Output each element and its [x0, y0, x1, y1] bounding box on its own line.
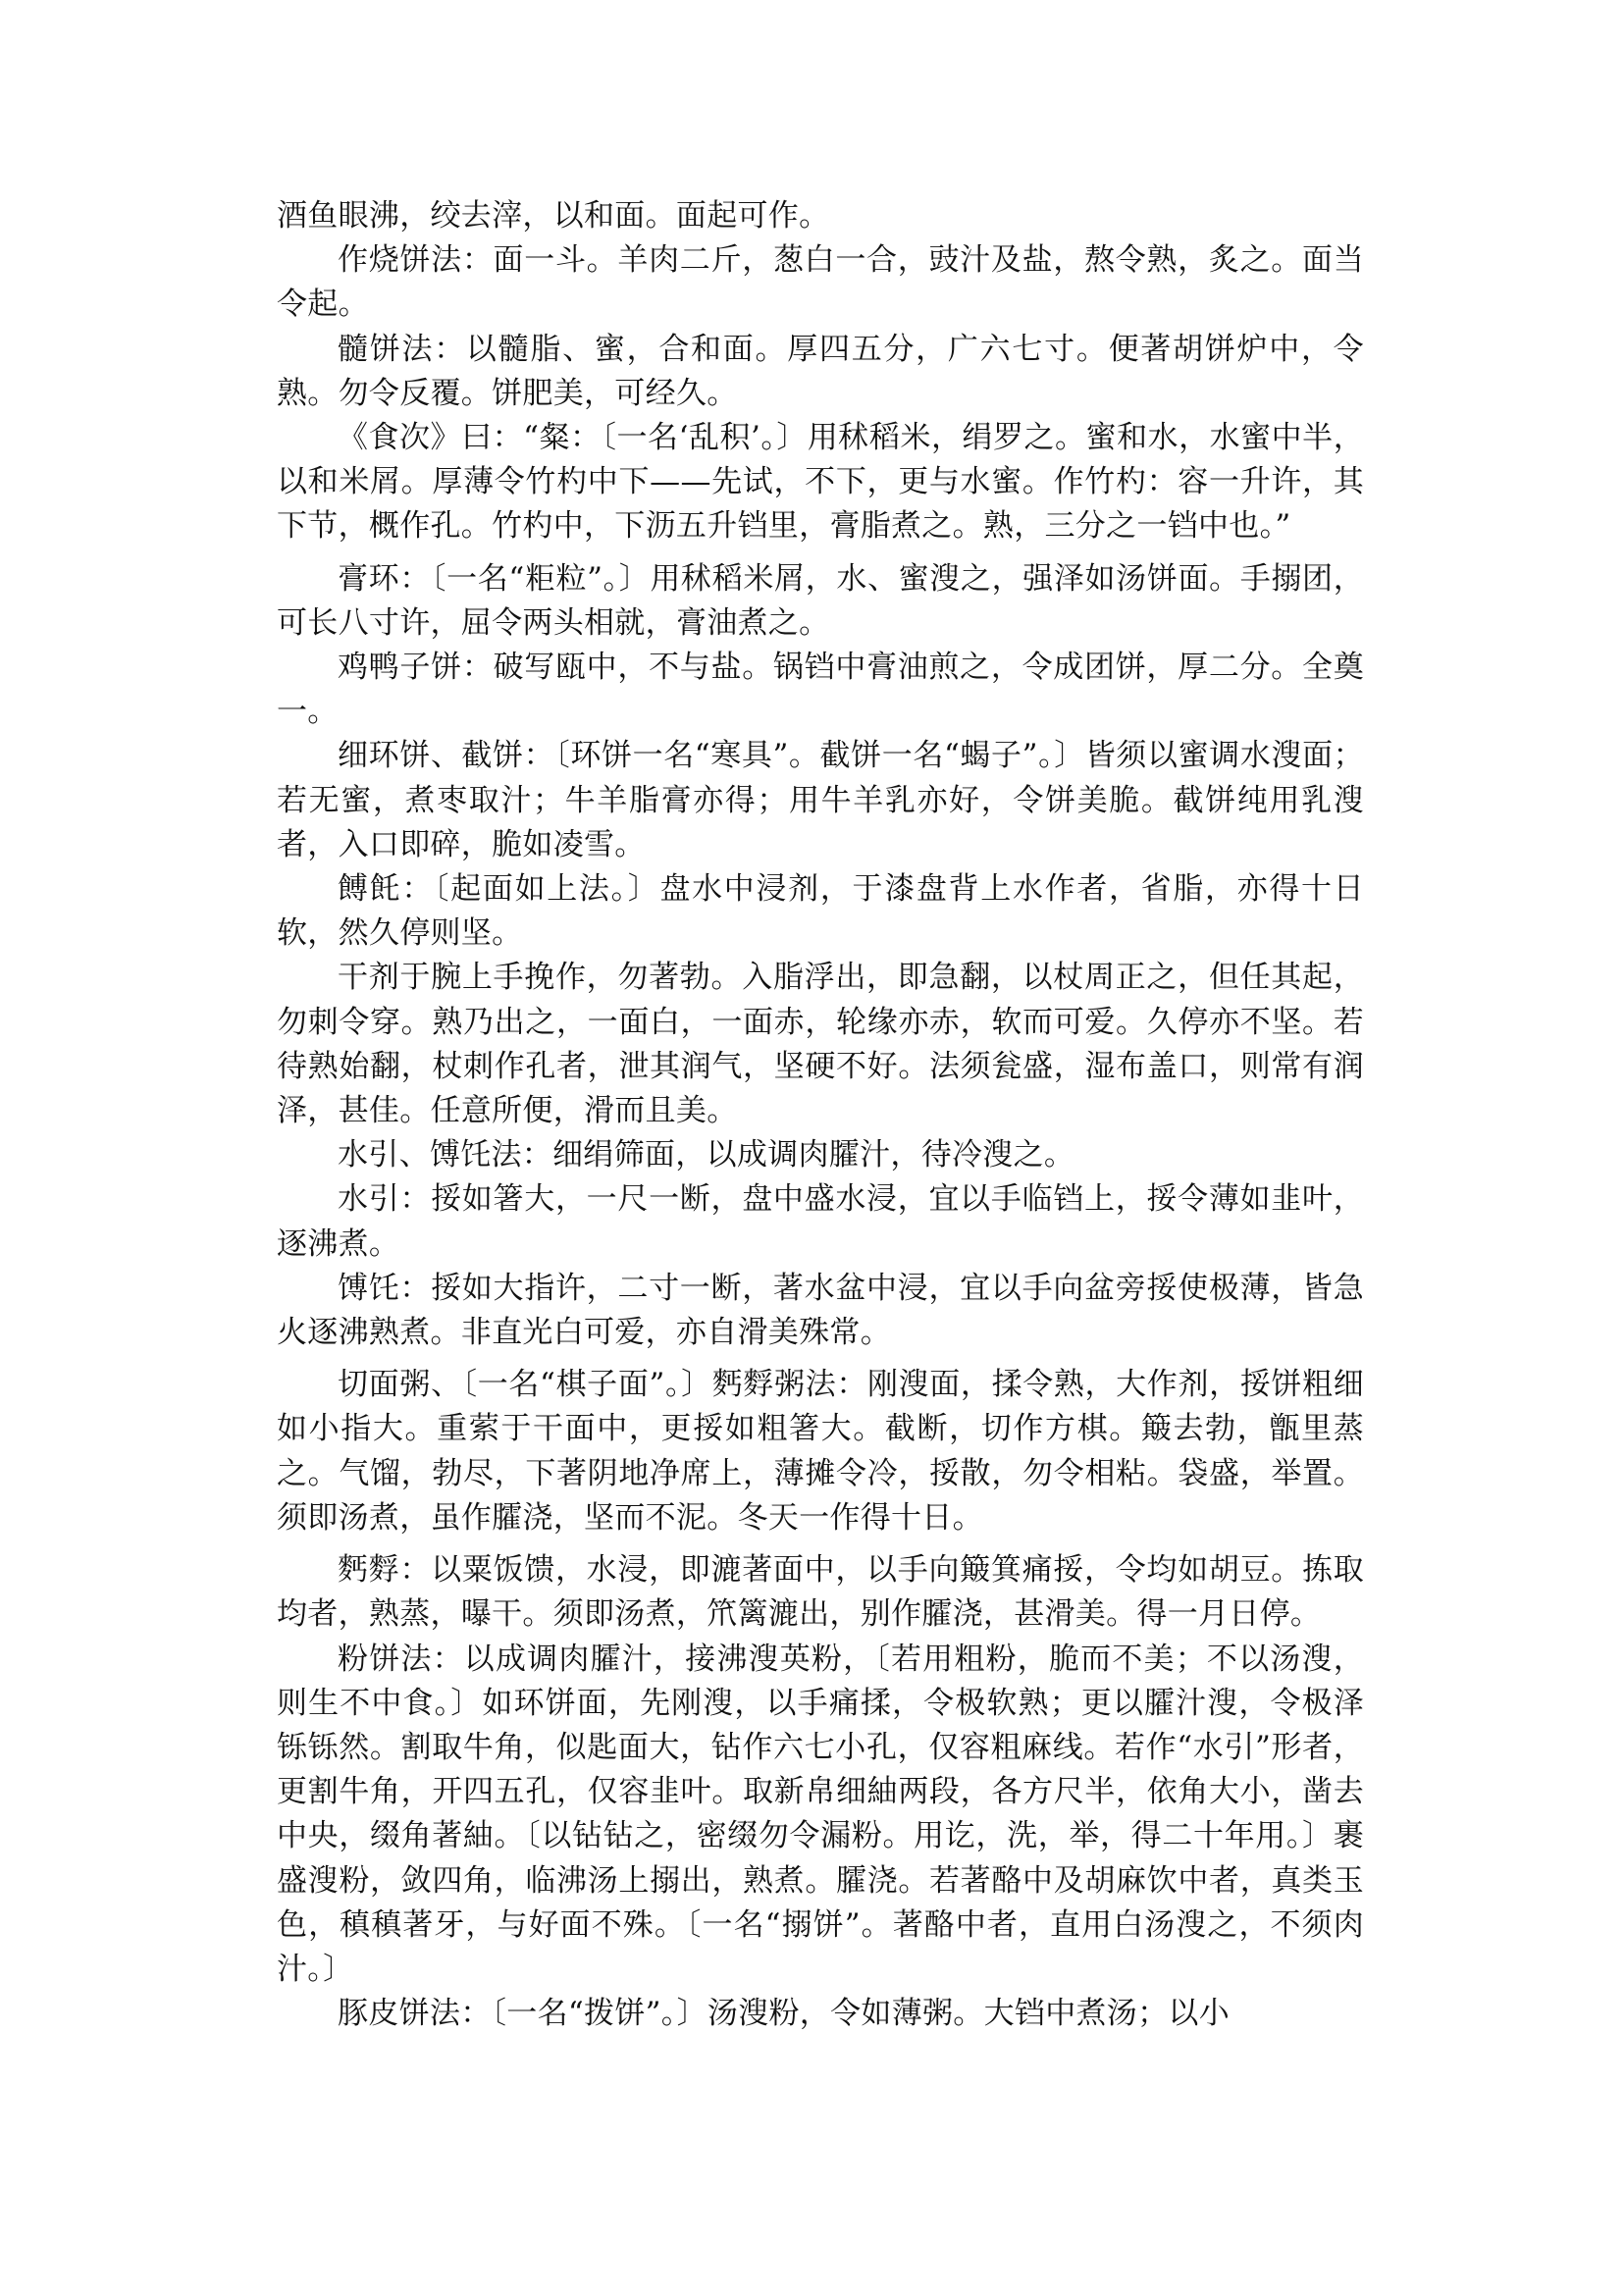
paragraph-shaobing: 作烧饼法：面一斗。羊肉二斤，葱白一合，豉汁及盐，熬令熟，炙之。面当令起。: [277, 242, 1364, 323]
paragraph-suibing: 髓饼法：以髓脂、蜜，合和面。厚四五分，广六七寸。便著胡饼炉中，令熟。勿令反覆。饼肥美，可经久。: [277, 331, 1364, 411]
body-text: [277, 194, 1364, 2036]
paragraph-gaohuan: 膏环：〔一名“粔粒”。〕用秫稻米屑，水、蜜溲之，强泽如汤饼面。手搦团，可长八寸许，屈令两头相就，膏油煮之。: [277, 560, 1364, 641]
paragraph-tunpibing: 豚皮饼法：〔一名“拨饼”。〕汤溲粉，令如薄粥。大铛中煮汤；以小: [338, 1996, 1230, 2032]
paragraph-shuiyin-botuo-method: 水引、馎饦法：细绢筛面，以成调肉臛汁，待冷溲之。: [338, 1137, 1075, 1173]
paragraph-shuiyin: 水引：挼如箸大，一尺一断，盘中盛水浸，宜以手临铛上，挼令薄如韭叶，逐沸煮。: [277, 1181, 1364, 1262]
paragraph-fuzhe: 麫䴸：以粟饭馈，水浸，即漉著面中，以手向簸箕痛挼，令均如胡豆。拣取均者，熟蒸，曝干。须即汤煮，笊篱漉出，别作臛浇，甚滑美。得一月日停。: [277, 1552, 1364, 1633]
paragraph-shici-can: 《食次》曰：“粲：〔一名‘乱积’。〕用秫稻米，绢罗之。蜜和水，水蜜中半，以和米屑。厚薄令竹杓中下——先试，不下，更与水蜜。作竹杓：容一升许，其下节，概作孔。竹杓中，下沥五升铛里，膏脂煮之。熟，三分之一铛中也。”: [277, 420, 1364, 545]
paragraph-continuation: 酒鱼眼沸，绞去滓，以和面。面起可作。: [277, 198, 830, 234]
paragraph-ganji: 干剂于腕上手挽作，勿著勃。入脂浮出，即急翻，以杖周正之，但任其起，勿刺令穿。熟乃出之，一面白，一面赤，轮缘亦赤，软而可爱。久停亦不坚。若待熟始翻，杖刺作孔者，泄其润气，坚硬不好。法须瓮盛，湿布盖口，则常有润泽，甚佳。任意所便，滑而且美。: [277, 960, 1364, 1129]
paragraph-fenbing: 粉饼法：以成调肉臛汁，接沸溲英粉，〔若用粗粉，脆而不美；不以汤溲，则生不中食。〕如环饼面，先刚溲，以手痛揉，令极软熟；更以臛汁溲，令极泽铄铄然。割取牛角，似匙面大，钻作六七小孔，仅容粗麻线。若作“水引”形者，更割牛角，开四五孔，仅容韭叶。取新帛细紬两段，各方尺半，依角大小，凿去中央，缀角著紬。〔以钻钻之，密缀勿令漏粉。用讫，洗，举，得二十年用。〕裹盛溲粉，敛四角，临沸汤上搦出，熟煮。臛浇。若著酪中及胡麻饮中者，真类玉色，稹稹著牙，与好面不殊。〔一名“搦饼”。著酪中者，直用白汤溲之，不须肉汁。〕: [277, 1641, 1364, 1987]
paragraph-jiyazibing: 鸡鸭子饼：破写瓯中，不与盐。锅铛中膏油煎之，令成团饼，厚二分。全奠一。: [277, 650, 1364, 730]
paragraph-botuo: 餺飥：〔起面如上法。〕盘水中浸剂，于漆盘背上水作者，省脂，亦得十日软，然久停则坚。: [277, 871, 1364, 952]
paragraph-xihuanbing: 细环饼、截饼：〔环饼一名“寒具”。截饼一名“蝎子”。〕皆须以蜜调水溲面；若无蜜，煮枣取汁；牛羊脂膏亦得；用牛羊乳亦好，令饼美脆。截饼纯用乳溲者，入口即碎，脆如凌雪。: [277, 738, 1364, 862]
paragraph-qiemianzhou: 切面粥、〔一名“棋子面”。〕麫䴸粥法：刚溲面，揉令熟，大作剂，挼饼粗细如小指大。重萦于干面中，更挼如粗箸大。截断，切作方棋。簸去勃，甑里蒸之。气馏，勃尽，下著阴地净席上，薄摊令冷，挼散，勿令相粘。袋盛，举置。须即汤煮，虽作臛浇，坚而不泥。冬天一作得十日。: [277, 1367, 1364, 1536]
paragraph-botuo-2: 馎饦：挼如大指许，二寸一断，著水盆中浸，宜以手向盆旁挼使极薄，皆急火逐沸熟煮。非直光白可爱，亦自滑美殊常。: [277, 1270, 1364, 1351]
